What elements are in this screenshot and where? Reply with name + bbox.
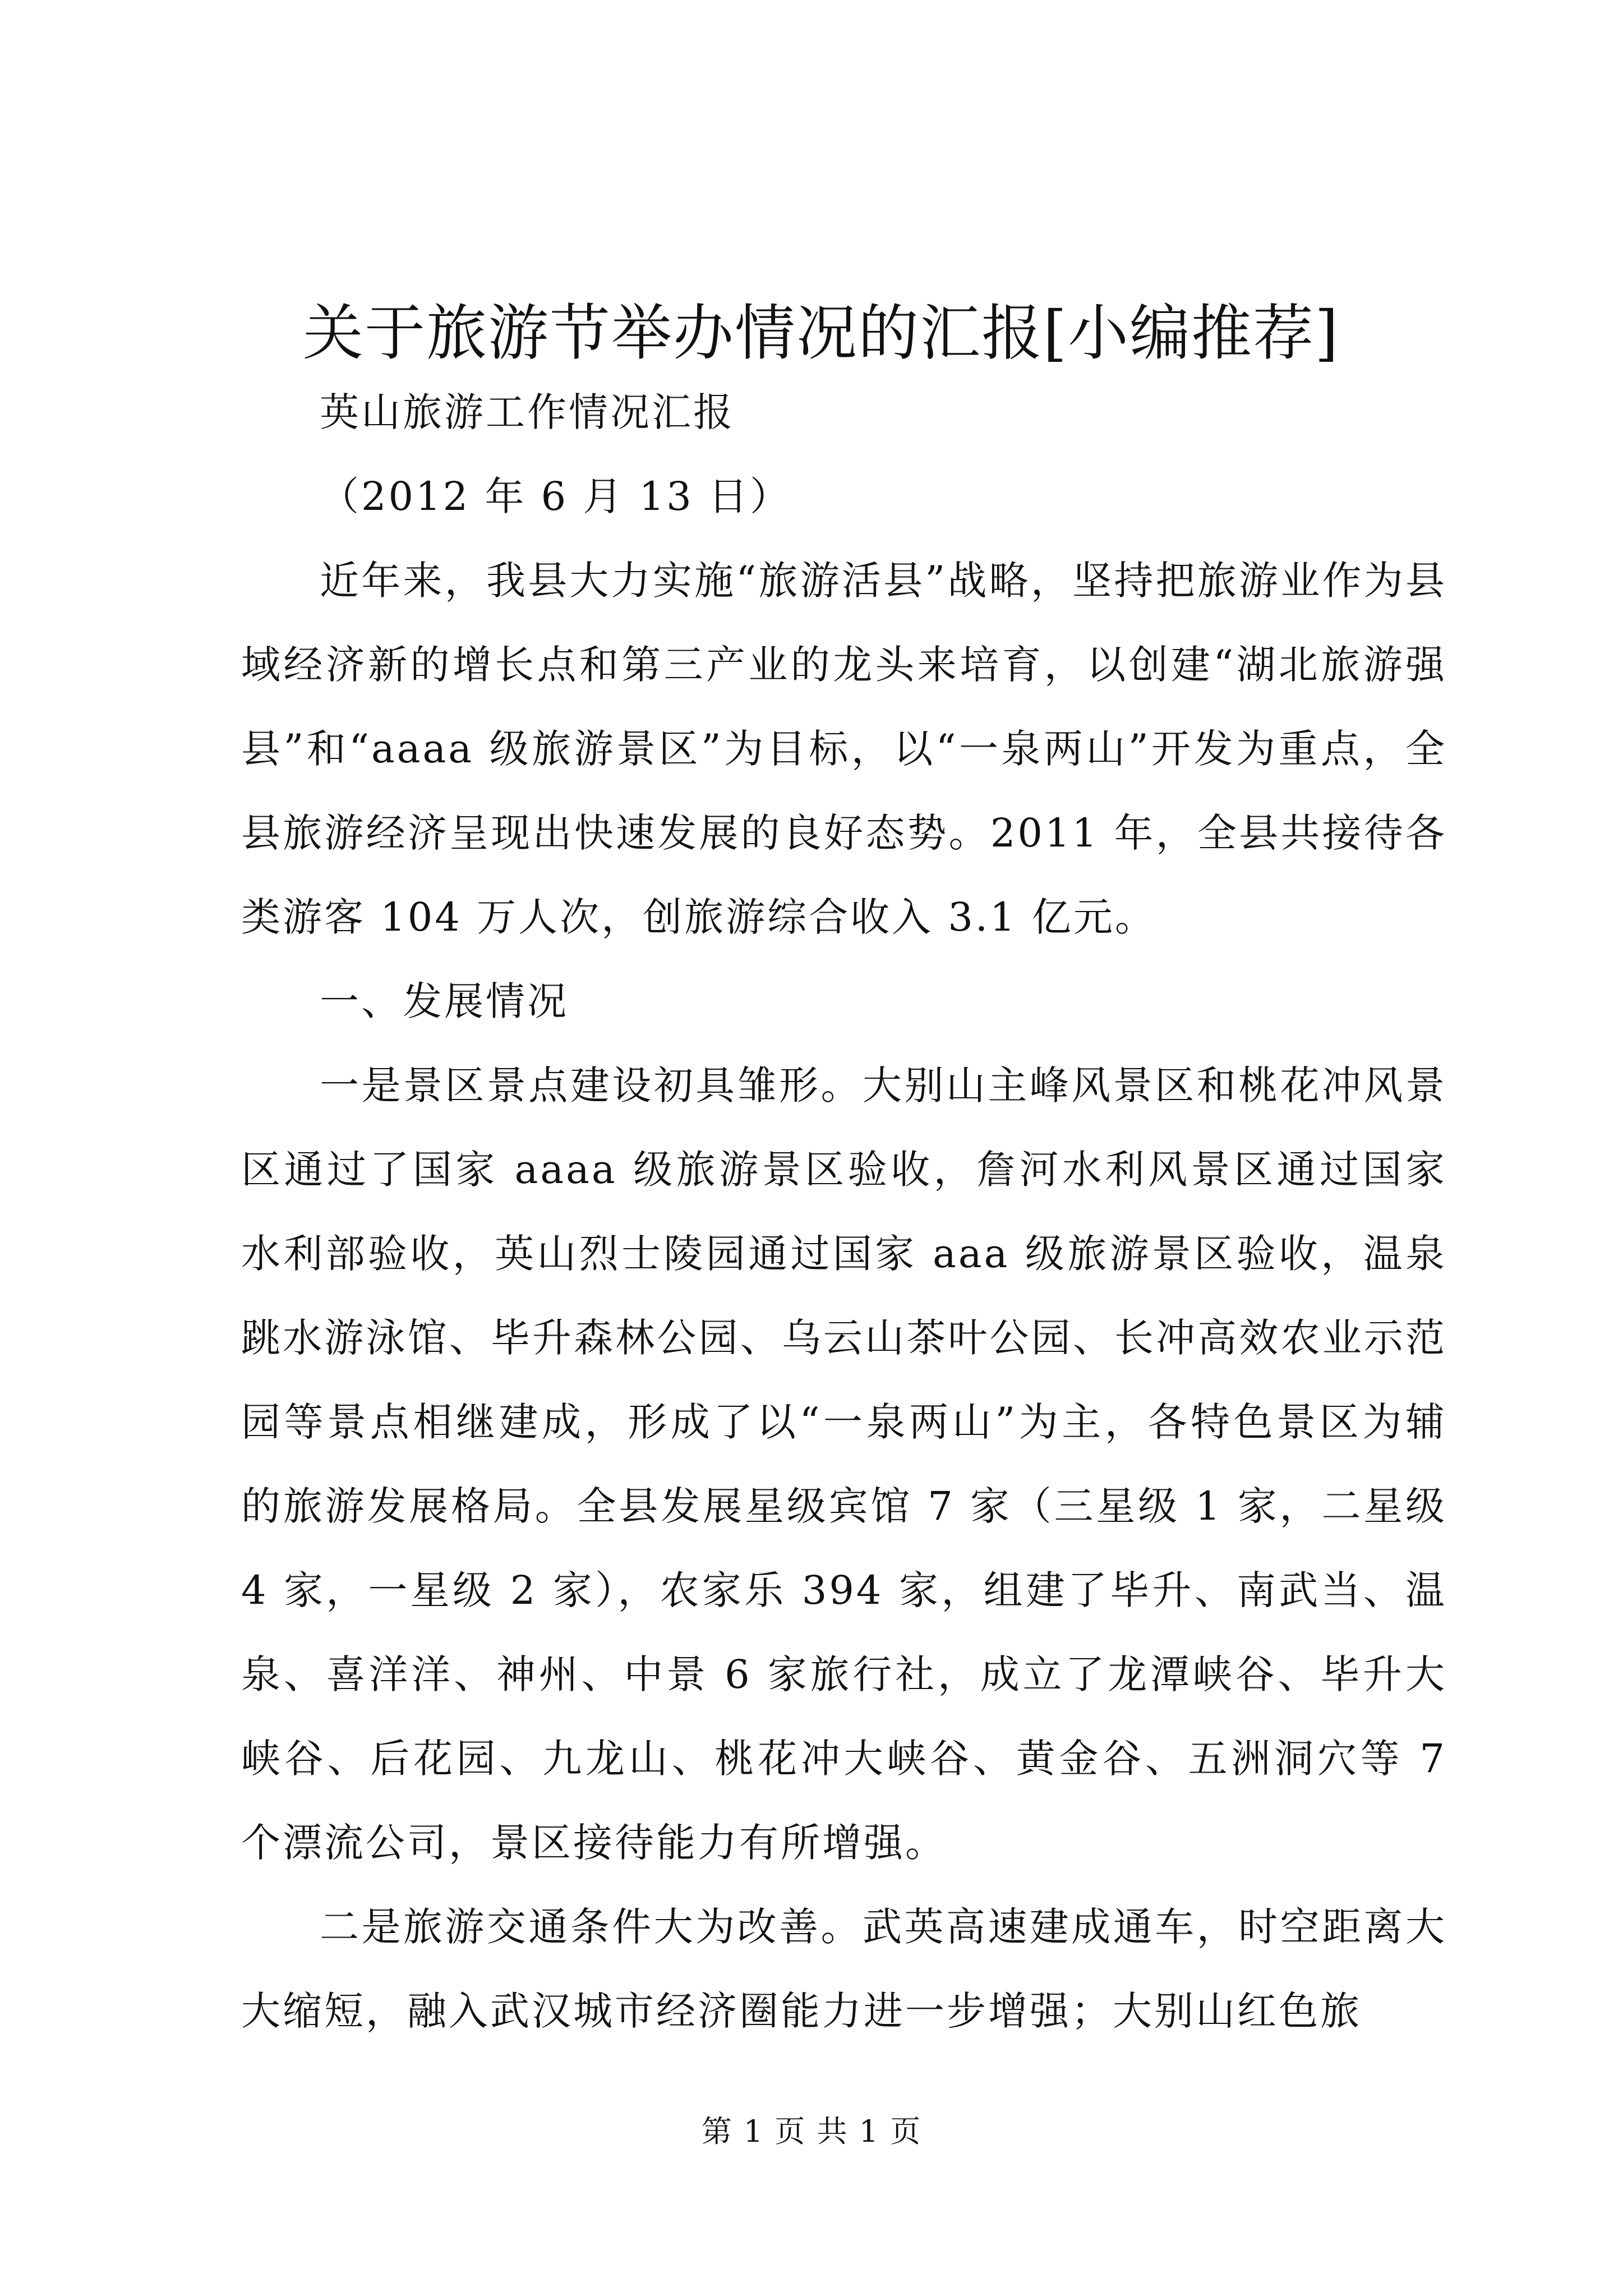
document-title: 关于旅游节举办情况的汇报[小编推荐] [303, 298, 1340, 369]
subtitle-line: 英山旅游工作情况汇报 [320, 389, 735, 435]
page-footer: 第 1 页 共 1 页 [701, 2114, 922, 2149]
section-heading: 一、发展情况 [320, 978, 569, 1024]
body-paragraph: 二是旅游交通条件大为改善。武英高速建成通车，时空距离大大缩短，融入武汉城市经济圈能力进一步增强；大别山红色旅 [241, 1904, 1447, 2034]
document-body [241, 370, 1447, 2053]
body-paragraph: 近年来，我县大力实施“旅游活县”战略，坚持把旅游业作为县域经济新的增长点和第三产业的龙头来培育，以创建“湖北旅游强县”和“aaaa 级旅游景区”为目标，以“一泉两山”开发为重点，全县旅游经济呈现出快速发展的良好态势。2011 年，全县共接待各类游客 104 万人次，创旅游综合收入 3.1 亿元。 [241, 558, 1447, 940]
date-line: （2012 年 6 月 13 日） [320, 473, 792, 519]
body-paragraph: 一是景区景点建设初具雏形。大别山主峰风景区和桃花冲风景区通过了国家 aaaa 级旅游景区验收，詹河水利风景区通过国家水利部验收，英山烈士陵园通过国家 aaa 级旅游景区验收，温泉跳水游泳馆、毕升森林公园、乌云山茶叶公园、长冲高效农业示范园等景点相继建成，形成了以“一泉两山”为主，各特色景区为辅的旅游发展格局。全县发展星级宾馆 7 家（三星级 1 家，二星级 4 家，一星级 2 家），农家乐 394 家，组建了毕升、南武当、温泉、喜洋洋、神州、中景 6 家旅行社，成立了龙潭峡谷、毕升大峡谷、后花园、九龙山、桃花冲大峡谷、黄金谷、五洲洞穴等 7 个漂流公司，景区接待能力有所增强。 [241, 1062, 1447, 1866]
